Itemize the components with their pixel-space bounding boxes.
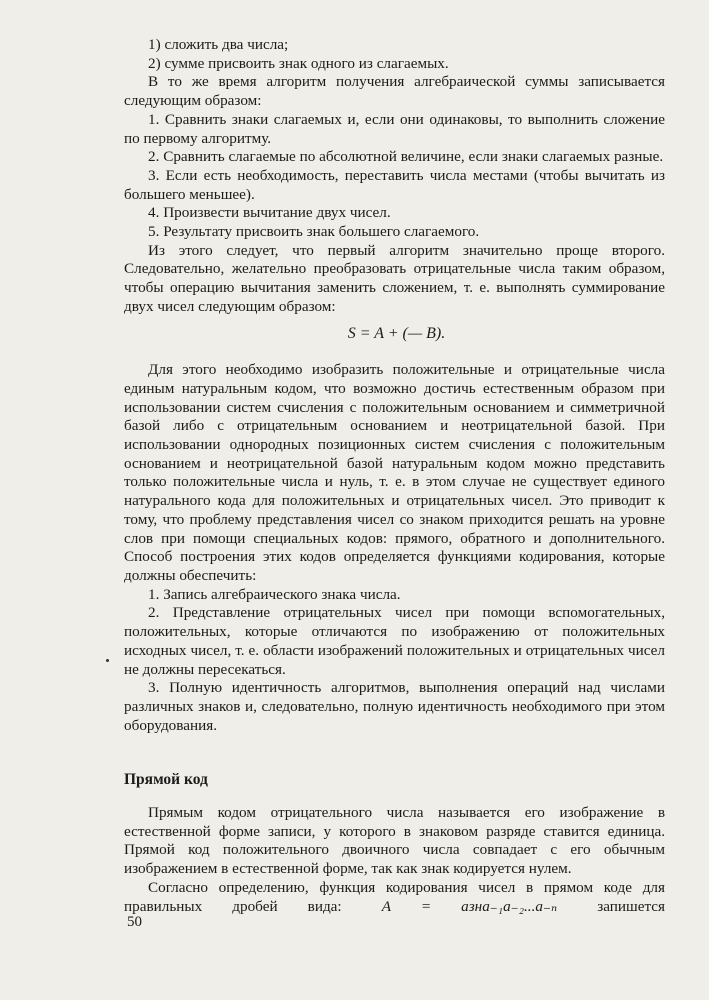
paragraph-intro: В то же время алгоритм получения алгебраической суммы записывается следующим образом: (124, 73, 665, 110)
list-line: 1) сложить два числа; (148, 36, 289, 53)
definition-text-end: запишется (597, 897, 665, 915)
page-number: 50 (127, 914, 142, 930)
paragraph-representation: Для этого необходимо изобразить положительные и отрицательные числа единым натуральным кодом, что возможно достичь естественным образом при использовании систем счисления с положительным основанием и симметричной базой либо с отрицательным основанием и неотрицательной базой. При использовании однородных позиционных систем счисления с положительным основанием и неотрицательной базой натуральным кодом можно представить только положительные числа и нуль, т. е. в этом случае не существует единого натурального кода для положительных и отрицательных чисел. Это приводит к тому, что проблему представления чисел со знаком приходится решать на уровне слов при помощи специальных кодов: прямого, обратного и дополнительного. Способ построения этих кодов определяется функциями кодирования, которые должны обеспечить: (124, 361, 665, 584)
page-body (124, 36, 665, 916)
algorithm-step: 2. Сравнить слагаемые по абсолютной величине, если знаки слагаемых разные. (148, 148, 664, 166)
algorithm-step: 1. Сравнить знаки слагаемых и, если они одинаковы, то выполнить сложение по первому алгоритму. (124, 110, 665, 147)
algorithm-step: 4. Произвести вычитание двух чисел. (148, 204, 391, 222)
requirement-item: 3. Полную идентичность алгоритмов, выполнения операций над числами различных знаков и, следовательно, полную идентичность необходимого при этом оборудования. (124, 679, 665, 734)
section-heading: Прямой код (124, 771, 208, 789)
definition-text: Согласно определению, функция кодирования чисел в прямом коде для правильных дробей вида: (124, 878, 665, 915)
list-line: 2) сумме присвоить знак одного из слагаемых. (148, 54, 449, 72)
paragraph-definition (124, 879, 665, 916)
requirement-item: 1. Запись алгебраического знака числа. (148, 585, 401, 603)
algorithm-step: 5. Результату присвоить знак большего слагаемого. (148, 223, 480, 241)
margin-mark (106, 659, 109, 662)
paragraph-direct-code: Прямым кодом отрицательного числа называется его изображение в естественной форме записи, у которого в знаковом разряде ставится единица. Прямой код положительного двоичного числа совпадает с его обычным изображением в естественной форме, так как знак кодируется нулем. (124, 804, 665, 878)
algorithm-step: 3. Если есть необходимость, переставить числа местами (чтобы вычитать из большего меньшее). (124, 166, 665, 203)
formula: S = A + (— B). (347, 324, 446, 342)
requirement-item: 2. Представление отрицательных чисел при помощи вспомогательных, положительных, которые отличаются по изображению от положительных исходных чисел, т. е. области изображений положительных и отрицательных чисел не должны пересекаться. (124, 604, 665, 678)
definition-formula: A = aзнa₋₁a₋₂...a₋ₙ (381, 897, 558, 915)
paragraph-conclusion: Из этого следует, что первый алгоритм значительно проще второго. Следовательно, желательно преобразовать отрицательные числа таким образом, чтобы операцию вычитания заменить сложением, т. е. выполнять суммирование двух чисел следующим образом: (124, 241, 665, 315)
